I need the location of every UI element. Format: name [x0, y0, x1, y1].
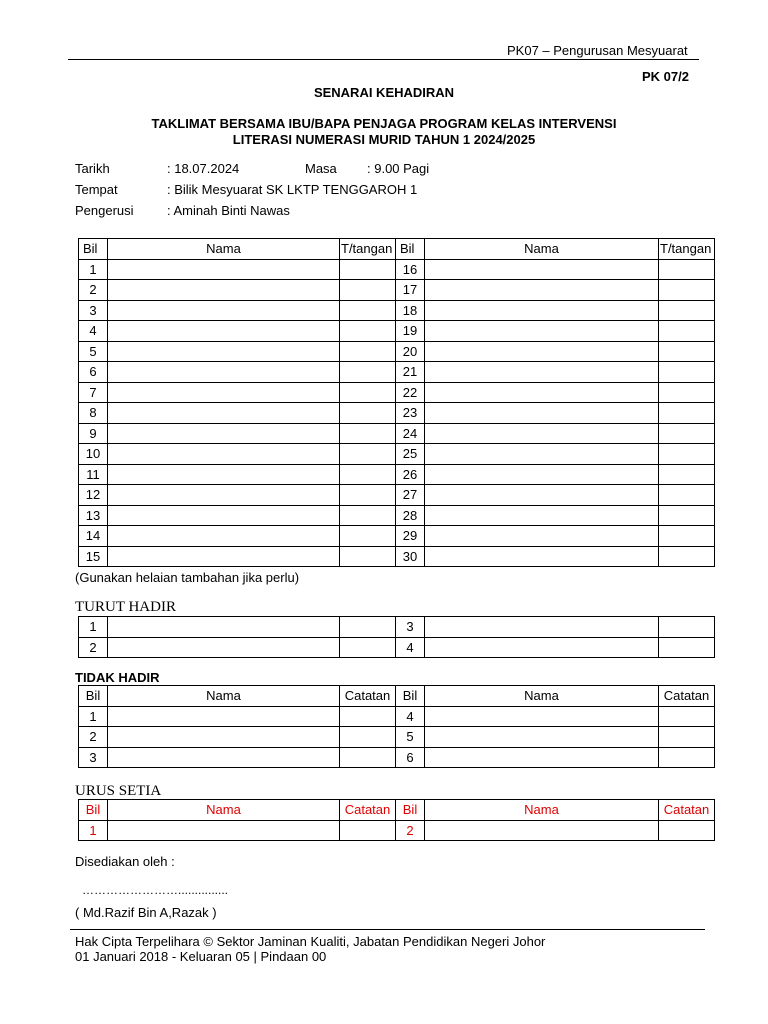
- name-cell: [108, 259, 340, 280]
- row-number: 4: [79, 321, 108, 342]
- row-number: 19: [396, 321, 425, 342]
- sign-cell: [659, 820, 715, 841]
- name-cell: [425, 423, 659, 444]
- name-cell: [425, 321, 659, 342]
- sign-cell: [340, 546, 396, 567]
- row-number: 1: [79, 617, 108, 638]
- name-cell: [425, 259, 659, 280]
- doc-reference: PK07 – Pengurusan Mesyuarat: [507, 43, 688, 58]
- header-catatan: Catatan: [340, 800, 396, 821]
- subtitle-line-1: TAKLIMAT BERSAMA IBU/BAPA PENJAGA PROGRAM KELAS INTERVENSI: [151, 116, 617, 131]
- attendance-row: [79, 546, 715, 567]
- sign-cell: [340, 820, 396, 841]
- attendance-header-row: [79, 239, 715, 260]
- tidak-hadir-row: [79, 727, 715, 748]
- sign-cell: [659, 546, 715, 567]
- row-number: 2: [396, 820, 425, 841]
- attendance-row: [79, 259, 715, 280]
- row-number: 20: [396, 341, 425, 362]
- attendance-row: [79, 280, 715, 301]
- sign-cell: [659, 321, 715, 342]
- name-cell: [425, 485, 659, 506]
- name-cell: [108, 747, 340, 768]
- sign-cell: [659, 362, 715, 383]
- tidak-hadir-row: [79, 747, 715, 768]
- row-number: 6: [396, 747, 425, 768]
- footer-copyright: Hak Cipta Terpelihara © Sektor Jaminan Kualiti, Jabatan Pendidikan Negeri Johor: [75, 934, 546, 949]
- sign-cell: [659, 280, 715, 301]
- name-cell: [425, 362, 659, 383]
- sign-cell: [340, 727, 396, 748]
- place-value: : Bilik Mesyuarat SK LKTP TENGGAROH 1: [167, 182, 418, 197]
- name-cell: [425, 444, 659, 465]
- sign-cell: [340, 280, 396, 301]
- tidak-hadir-row: [79, 706, 715, 727]
- urus-setia-header-row: [79, 800, 715, 821]
- time-label: Masa: [305, 161, 337, 176]
- sign-cell: [659, 706, 715, 727]
- name-cell: [425, 464, 659, 485]
- attendance-row: [79, 485, 715, 506]
- name-cell: [108, 617, 340, 638]
- row-number: 7: [79, 382, 108, 403]
- row-number: 1: [79, 706, 108, 727]
- footer-revision: 01 Januari 2018 - Keluaran 05 | Pindaan 00: [75, 949, 327, 964]
- row-number: 18: [396, 300, 425, 321]
- sign-cell: [340, 300, 396, 321]
- attendance-note: (Gunakan helaian tambahan jika perlu): [75, 570, 300, 585]
- sign-cell: [340, 706, 396, 727]
- name-cell: [425, 526, 659, 547]
- attendance-row: [79, 505, 715, 526]
- header-bil: Bil: [396, 800, 425, 821]
- signature-line: ……………………...............: [82, 883, 229, 897]
- header-nama: Nama: [425, 239, 659, 260]
- sign-cell: [340, 464, 396, 485]
- row-number: 30: [396, 546, 425, 567]
- header-bil: Bil: [396, 239, 425, 260]
- sign-cell: [659, 747, 715, 768]
- row-number: 28: [396, 505, 425, 526]
- row-number: 13: [79, 505, 108, 526]
- sign-cell: [340, 505, 396, 526]
- name-cell: [108, 820, 340, 841]
- name-cell: [425, 727, 659, 748]
- name-cell: [425, 706, 659, 727]
- header-nama: Nama: [425, 800, 659, 821]
- row-number: 24: [396, 423, 425, 444]
- footer-rule: [70, 929, 705, 930]
- attendance-row: [79, 321, 715, 342]
- row-number: 3: [396, 617, 425, 638]
- attendance-row: [79, 341, 715, 362]
- attendance-row: [79, 423, 715, 444]
- name-cell: [108, 727, 340, 748]
- row-number: 23: [396, 403, 425, 424]
- attendance-row: [79, 382, 715, 403]
- header-catatan: Catatan: [659, 800, 715, 821]
- header-bil: Bil: [396, 686, 425, 707]
- sign-cell: [340, 617, 396, 638]
- attendance-row: [79, 464, 715, 485]
- name-cell: [108, 637, 340, 658]
- name-cell: [108, 280, 340, 301]
- sign-cell: [340, 637, 396, 658]
- tidak-hadir-table: [78, 685, 715, 768]
- name-cell: [108, 300, 340, 321]
- header-catatan: Catatan: [659, 686, 715, 707]
- header-rule: [68, 59, 699, 60]
- chair-value: : Aminah Binti Nawas: [167, 203, 290, 218]
- row-number: 10: [79, 444, 108, 465]
- name-cell: [425, 820, 659, 841]
- sign-cell: [659, 300, 715, 321]
- urus-setia-table: [78, 799, 715, 841]
- row-number: 6: [79, 362, 108, 383]
- header-ttangan: T/tangan: [340, 239, 396, 260]
- sign-cell: [340, 485, 396, 506]
- attendance-row: [79, 362, 715, 383]
- name-cell: [108, 505, 340, 526]
- tidak-hadir-header-row: [79, 686, 715, 707]
- sign-cell: [659, 637, 715, 658]
- row-number: 4: [396, 637, 425, 658]
- row-number: 27: [396, 485, 425, 506]
- row-number: 14: [79, 526, 108, 547]
- row-number: 5: [396, 727, 425, 748]
- sign-cell: [659, 464, 715, 485]
- row-number: 8: [79, 403, 108, 424]
- prepared-by-label: Disediakan oleh :: [75, 854, 175, 869]
- row-number: 1: [79, 820, 108, 841]
- sign-cell: [659, 444, 715, 465]
- header-bil: Bil: [79, 239, 108, 260]
- name-cell: [425, 505, 659, 526]
- header-catatan: Catatan: [340, 686, 396, 707]
- sign-cell: [659, 526, 715, 547]
- row-number: 29: [396, 526, 425, 547]
- turut-hadir-table: [78, 616, 715, 658]
- row-number: 4: [396, 706, 425, 727]
- sign-cell: [340, 321, 396, 342]
- sign-cell: [340, 341, 396, 362]
- name-cell: [108, 706, 340, 727]
- row-number: 15: [79, 546, 108, 567]
- header-ttangan: T/tangan: [659, 239, 715, 260]
- sign-cell: [659, 259, 715, 280]
- name-cell: [108, 341, 340, 362]
- name-cell: [425, 403, 659, 424]
- row-number: 2: [79, 727, 108, 748]
- attendance-row: [79, 403, 715, 424]
- date-label: Tarikh: [75, 161, 110, 176]
- row-number: 1: [79, 259, 108, 280]
- date-value: : 18.07.2024: [167, 161, 240, 176]
- name-cell: [108, 485, 340, 506]
- row-number: 26: [396, 464, 425, 485]
- row-number: 22: [396, 382, 425, 403]
- header-nama: Nama: [108, 686, 340, 707]
- row-number: 11: [79, 464, 108, 485]
- name-cell: [108, 464, 340, 485]
- name-cell: [425, 382, 659, 403]
- name-cell: [108, 423, 340, 444]
- header-nama: Nama: [425, 686, 659, 707]
- name-cell: [425, 637, 659, 658]
- sign-cell: [659, 727, 715, 748]
- page-title: SENARAI KEHADIRAN: [313, 85, 455, 100]
- name-cell: [108, 362, 340, 383]
- name-cell: [425, 341, 659, 362]
- name-cell: [108, 321, 340, 342]
- time-value: : 9.00 Pagi: [367, 161, 430, 176]
- turut-hadir-row: [79, 637, 715, 658]
- name-cell: [425, 280, 659, 301]
- name-cell: [108, 546, 340, 567]
- row-number: 2: [79, 280, 108, 301]
- row-number: 9: [79, 423, 108, 444]
- name-cell: [108, 403, 340, 424]
- sign-cell: [340, 526, 396, 547]
- row-number: 17: [396, 280, 425, 301]
- sign-cell: [659, 382, 715, 403]
- sign-cell: [340, 259, 396, 280]
- sign-cell: [659, 505, 715, 526]
- sign-cell: [340, 403, 396, 424]
- row-number: 5: [79, 341, 108, 362]
- sign-cell: [340, 423, 396, 444]
- name-cell: [108, 526, 340, 547]
- form-code: PK 07/2: [642, 69, 689, 84]
- name-cell: [425, 617, 659, 638]
- sign-cell: [659, 423, 715, 444]
- name-cell: [108, 444, 340, 465]
- sign-cell: [659, 485, 715, 506]
- row-number: 21: [396, 362, 425, 383]
- row-number: 2: [79, 637, 108, 658]
- attendance-row: [79, 526, 715, 547]
- row-number: 3: [79, 300, 108, 321]
- sign-cell: [659, 341, 715, 362]
- header-bil: Bil: [79, 800, 108, 821]
- name-cell: [425, 300, 659, 321]
- attendance-table: [78, 238, 715, 567]
- row-number: 12: [79, 485, 108, 506]
- urus-setia-row: [79, 820, 715, 841]
- sign-cell: [659, 403, 715, 424]
- sign-cell: [340, 362, 396, 383]
- row-number: 25: [396, 444, 425, 465]
- row-number: 3: [79, 747, 108, 768]
- header-nama: Nama: [108, 800, 340, 821]
- name-cell: [425, 747, 659, 768]
- header-bil: Bil: [79, 686, 108, 707]
- attendance-row: [79, 300, 715, 321]
- name-cell: [425, 546, 659, 567]
- row-number: 16: [396, 259, 425, 280]
- sign-cell: [340, 747, 396, 768]
- place-label: Tempat: [75, 182, 118, 197]
- sign-cell: [659, 617, 715, 638]
- name-cell: [108, 382, 340, 403]
- chair-label: Pengerusi: [75, 203, 134, 218]
- sign-cell: [340, 382, 396, 403]
- sign-cell: [340, 444, 396, 465]
- turut-hadir-title: TURUT HADIR: [75, 599, 176, 615]
- attendance-row: [79, 444, 715, 465]
- header-nama: Nama: [108, 239, 340, 260]
- urus-setia-title: URUS SETIA: [75, 783, 162, 799]
- turut-hadir-row: [79, 617, 715, 638]
- preparer-name: ( Md.Razif Bin A,Razak ): [75, 905, 217, 920]
- subtitle-line-2: LITERASI NUMERASI MURID TAHUN 1 2024/2025: [232, 132, 536, 147]
- tidak-hadir-title: TIDAK HADIR: [75, 670, 160, 685]
